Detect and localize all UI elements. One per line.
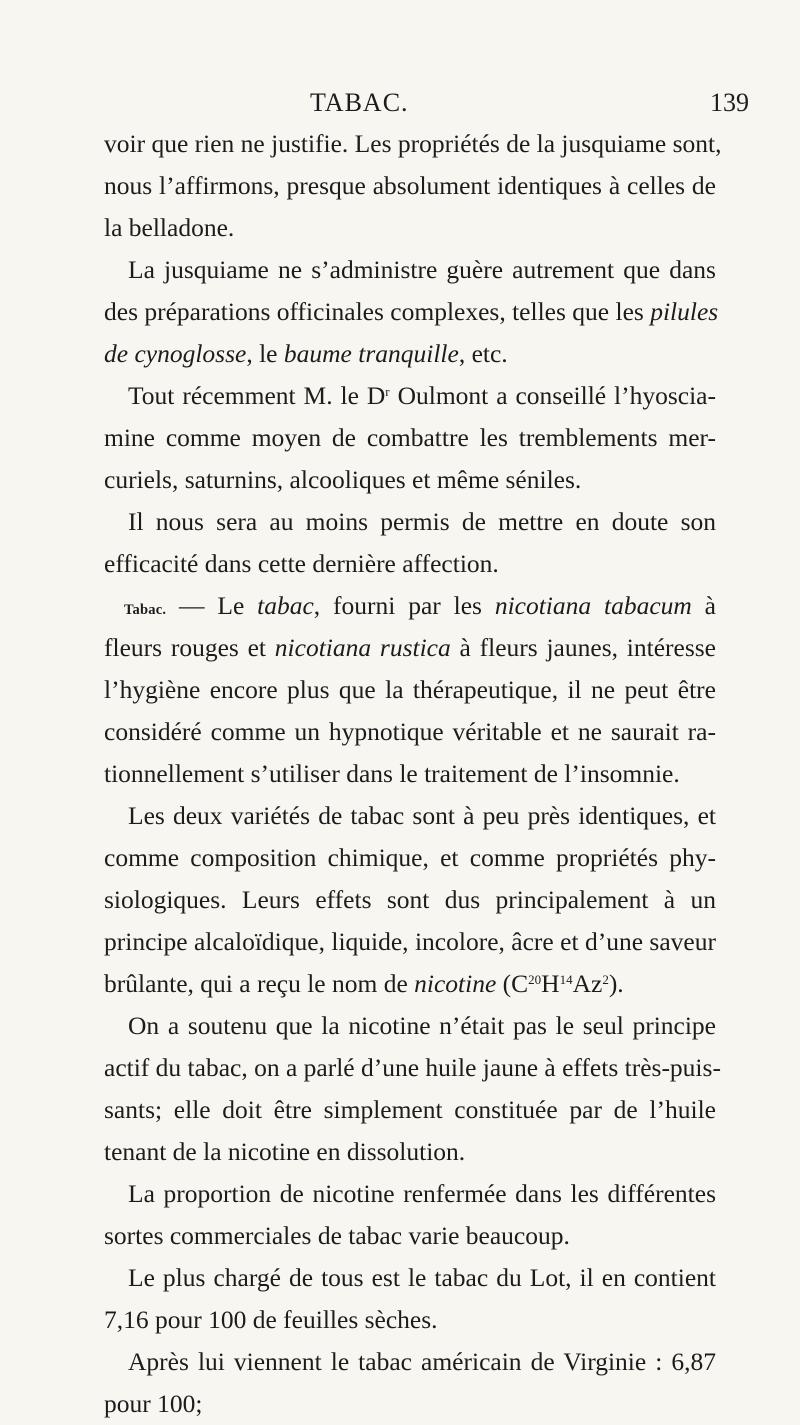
text-line: nous l’affirmons, presque absolument identiques à celles de	[104, 171, 716, 200]
text-line: comme composition chimique, et comme propriétés phy-	[104, 843, 716, 872]
text-line	[104, 585, 716, 627]
italic-run: pilules	[650, 297, 719, 326]
text-line: siologiques. Leurs effets sont dus principalement à un	[104, 885, 716, 914]
text-line: Il nous sera au moins permis de mettre en doute son	[128, 507, 716, 536]
text-line: 7,16 pour 100 de feuilles sèches.	[104, 1305, 438, 1334]
text-line: curiels, saturnins, alcooliques et même séniles.	[104, 465, 582, 494]
text-run: à fleurs jaunes, intéresse	[450, 633, 716, 662]
text-line	[104, 375, 716, 417]
italic-run: nicotiana rustica	[274, 633, 451, 662]
italic-run: tabac	[257, 591, 314, 620]
text-line: La jusquiame ne s’administre guère autrement que dans	[128, 255, 716, 284]
running-header	[0, 88, 800, 128]
text-run: fleurs rouges et	[104, 633, 267, 662]
text-line: considéré comme un hypnotique véritable et ne saurait ra-	[104, 717, 716, 746]
text-run: , le	[246, 339, 278, 368]
text-run: des préparations officinales complexes, telles que les	[104, 297, 644, 326]
text-line: la belladone.	[104, 213, 235, 242]
text-run: , fourni par les	[313, 591, 482, 620]
text-run: , etc.	[458, 339, 508, 368]
text-line: principe alcaloïdique, liquide, incolore, âcre et d’une saveur	[104, 927, 716, 956]
text-line: efficacité dans cette dernière affection.	[104, 549, 499, 578]
text-line: La proportion de nicotine renfermée dans les différentes	[128, 1179, 716, 1208]
text-run: Tout récemment M. le D	[128, 381, 386, 410]
running-title: TABAC.	[310, 88, 409, 117]
text-line: sants; elle doit être simplement constituée par de l’huile	[104, 1095, 716, 1124]
superscript: 2	[602, 972, 609, 988]
text-run: à	[691, 591, 716, 620]
section-sidenote: Tabac.	[124, 602, 167, 618]
text-line: sortes commerciales de tabac varie beaucoup.	[104, 1221, 570, 1250]
text-line: tionnellement s’utiliser dans le traitement de l’insomnie.	[104, 759, 680, 788]
text-run: H	[541, 969, 560, 998]
text-run: Az	[572, 969, 603, 998]
italic-run: nicotine	[414, 969, 497, 998]
text-line	[104, 291, 719, 333]
text-line: voir que rien ne justifie. Les propriétés de la jusquiame sont,	[104, 129, 722, 158]
text-run: ).	[608, 969, 624, 998]
text-line	[104, 963, 716, 1005]
text-line: On a soutenu que la nicotine n’était pas le seul principe	[128, 1011, 716, 1040]
superscript: 20	[528, 972, 542, 988]
text-line: pour 100;	[104, 1389, 203, 1418]
italic-run: nicotiana tabacum	[494, 591, 692, 620]
text-run: Oulmont a conseillé l’hyoscia-	[389, 381, 716, 410]
italic-run: de cynoglosse	[104, 339, 247, 368]
text-run: — Le	[166, 591, 245, 620]
superscript: r	[385, 384, 390, 400]
body-text	[104, 123, 722, 1425]
italic-run: baume tranquille	[283, 339, 459, 368]
text-line: Les deux variétés de tabac sont à peu près identiques, et	[128, 801, 716, 830]
text-line: mine comme moyen de combattre les tremblements mer-	[104, 423, 716, 452]
page-number: 139	[710, 88, 749, 117]
text-line: actif du tabac, on a parlé d’une huile jaune à effets très-puis-	[104, 1053, 721, 1082]
text-line: Le plus chargé de tous est le tabac du Lot, il en contient	[128, 1263, 716, 1292]
text-line: tenant de la nicotine en dissolution.	[104, 1137, 466, 1166]
text-run: (C	[496, 969, 529, 998]
text-line: l’hygiène encore plus que la thérapeutique, il ne peut être	[104, 675, 716, 704]
text-line	[104, 627, 716, 669]
superscript: 14	[559, 972, 573, 988]
text-line: Après lui viennent le tabac américain de Virginie : 6,87	[128, 1347, 716, 1376]
text-line	[104, 333, 716, 375]
text-run: brûlante, qui a reçu le nom de	[104, 969, 408, 998]
chemical-formula	[496, 969, 623, 998]
